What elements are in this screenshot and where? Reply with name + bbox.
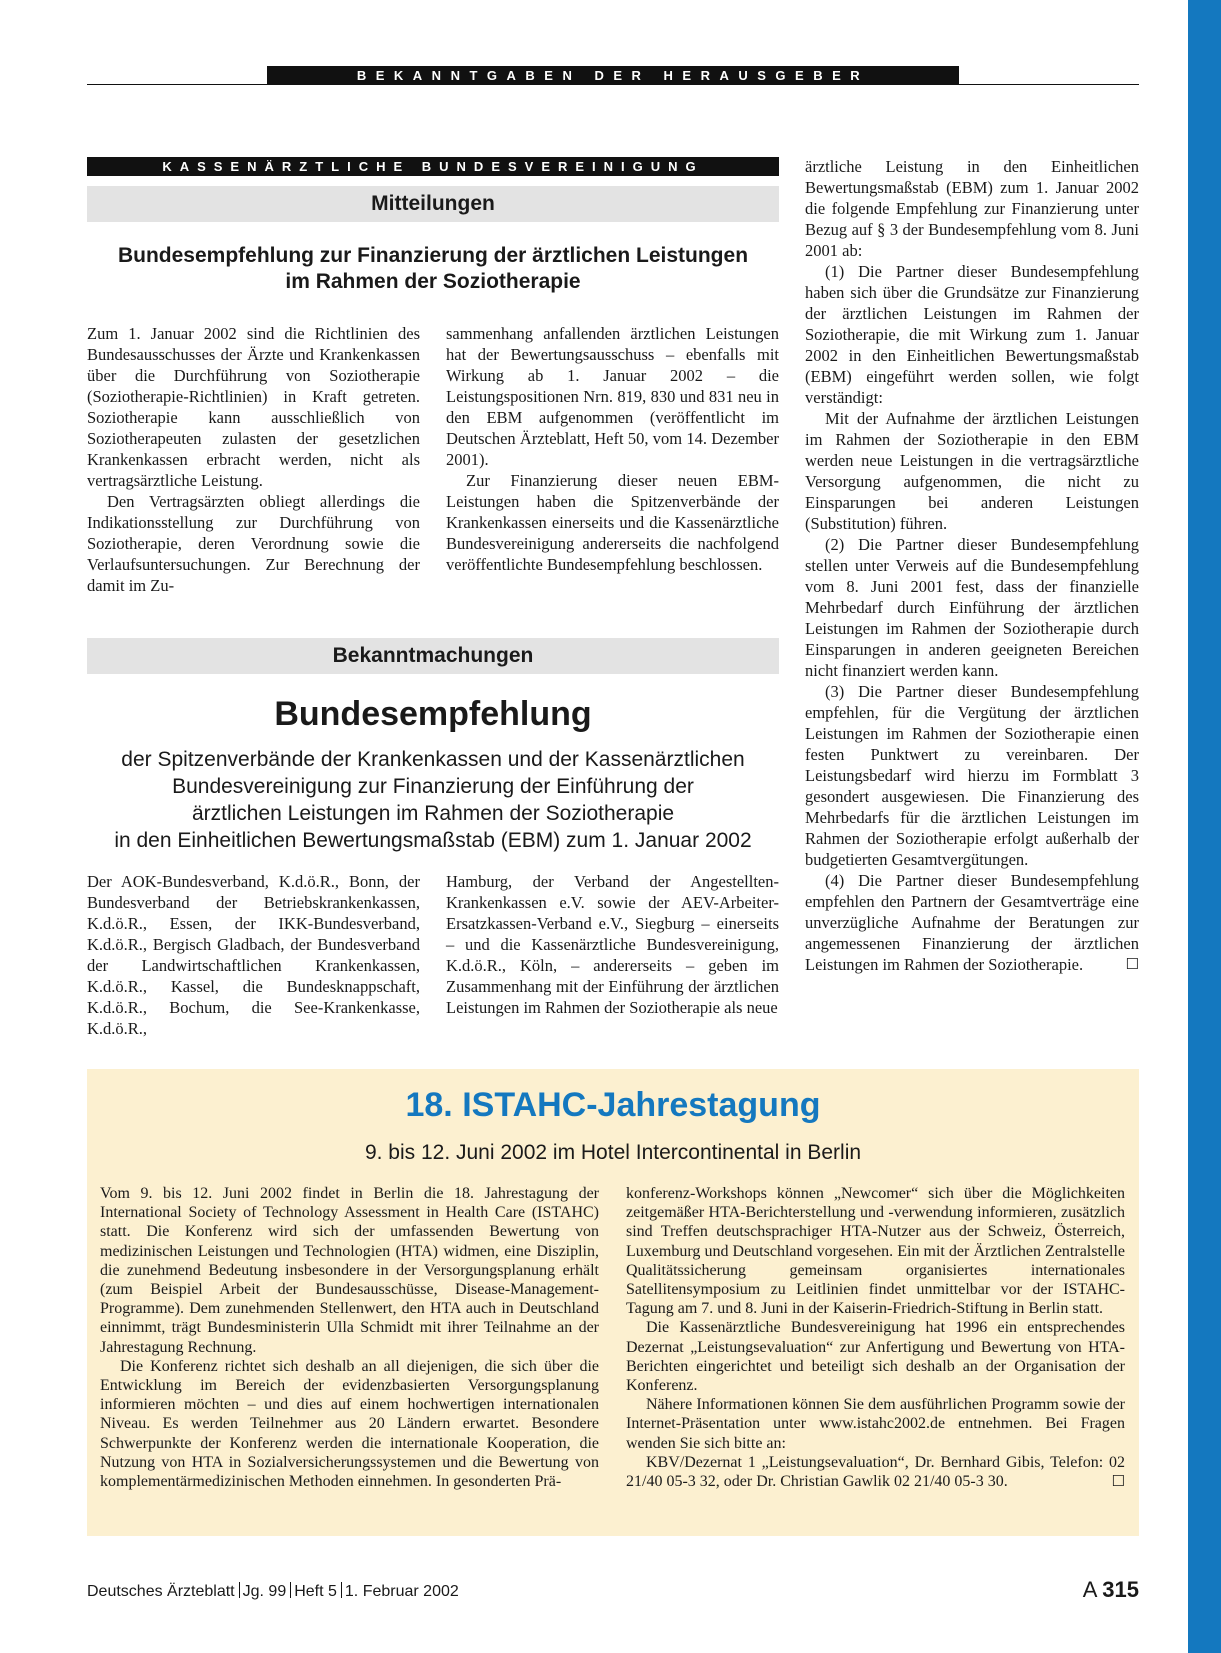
paragraph: konferenz-Workshops können „Newcomer“ sich über die Möglichkeiten zeitgemäßer HTA-Berichterstellung und -verwendung informieren, zusätzlich sind Treffen deutschsprachiger HTA-Nutzer aus der Schweiz, Österreich, Luxemburg und Deutschland vorgesehen. Ein mit der Ärztlichen Zentralstelle Qualitätssicherung gemeinsam organisiertes internationales Satellitensymposium zu Leitlinien findet unmittelbar vor der ISTAHC-Tagung am 7. und 8. Juni in der Kaiserin-Friedrich-Stiftung in Berlin statt. bbox=[626, 1185, 1125, 1318]
paragraph: Mit der Aufnahme der ärztlichen Leistungen im Rahmen der Soziotherapie in den EBM werden neue Leistungen in die vertragsärztliche Versorgung aufgenommen, die nicht zu Einsparungen bei anderen Leistungen (Substitution) führen. bbox=[805, 409, 1139, 533]
end-mark-icon: ☐ bbox=[1125, 955, 1139, 973]
subline: in den Einheitlichen Bewertungsmaßstab (EBM) zum 1. Januar 2002 bbox=[114, 829, 752, 852]
right-column bbox=[805, 156, 1139, 975]
subline: ärztlichen Leistungen im Rahmen der Soziotherapie bbox=[191, 802, 675, 825]
paragraph: sammenhang anfallenden ärztlichen Leistungen hat der Bewertungsausschuss – ebenfalls mit Wirkung ab 1. Januar 2002 – die Leistungspositionen Nrn. 819, 830 und 831 neu in den EBM aufgenommen (veröffentlicht im Deutschen Ärzteblatt, Heft 50, vom 14. Dezember 2001). bbox=[446, 324, 779, 469]
paragraph: Hamburg, der Verband der Angestellten-Krankenkassen e.V. sowie der AEV-Arbeiter-Ersatzkassen-Verband e.V., Siegburg – einerseits – und die Kassenärztliche Bundesvereinigung, K.d.ö.R., Köln, – andererseits – geben im Zusammenhang mit der Einführung der ärztlichen Leistungen im Rahmen der Soziotherapie als neue bbox=[446, 872, 779, 1017]
paragraph: (2) Die Partner dieser Bundesempfehlung stellen unter Verweis auf die Bundesempfehlung vom 8. Juni 2001 fest, dass der finanzielle Mehrbedarf durch Einführung der ärztlichen Leistungen im Rahmen der Soziotherapie durch Einsparungen in anderen geeigneten Bereichen nicht finanziert werden kann. bbox=[805, 535, 1139, 680]
mitteilungen-column-2 bbox=[446, 323, 779, 575]
header-rule bbox=[87, 84, 1139, 85]
bekanntmachungen-headline: Bundesempfehlung bbox=[274, 695, 592, 733]
paragraph: (3) Die Partner dieser Bundesempfehlung empfehlen, für die Vergütung der ärztlichen Leistungen im Rahmen der Soziotherapie einen festen Punktwert zu vereinbaren. Der Leistungsbedarf wird hierzu im Formblatt 3 gesondert ausgewiesen. Die Finanzierung des Mehrbedarfs für die ärztlichen Leistungen im Rahmen der Soziotherapie erfolgt außerhalb der budgetierten Gesamtvergütungen. bbox=[805, 682, 1139, 869]
footer-divider bbox=[290, 1582, 291, 1598]
bekanntmachungen-section-title: Bekanntmachungen bbox=[87, 638, 779, 674]
istahc-column-1 bbox=[100, 1184, 599, 1491]
journal-name: Deutsches Ärzteblatt bbox=[87, 1583, 235, 1600]
paragraph: ärztliche Leistung in den Einheitlichen Bewertungsmaßstab (EBM) zum 1. Januar 2002 die folgende Empfehlung zur Finanzierung unter Bezug auf § 3 der Bundesempfehlung vom 8. Juni 2001 ab: bbox=[805, 157, 1139, 260]
paragraph: Den Vertragsärzten obliegt allerdings die Indikationsstellung zur Durchführung von Soziotherapie, deren Verordnung sowie die Verlaufsuntersuchungen. Zur Berechnung der damit im Zu- bbox=[87, 492, 420, 595]
page-prefix: A bbox=[1082, 1577, 1097, 1602]
paragraph: Die Kassenärztliche Bundesvereinigung hat 1996 ein entsprechendes Dezernat „Leistungsevaluation“ zur Anfertigung und Bewertung von HTA-Berichten eingerichtet und beteiligt sich deshalb an der Organisation der Konferenz. bbox=[626, 1319, 1125, 1395]
bekanntmachungen-column-1 bbox=[87, 871, 420, 1039]
paragraph: Der AOK-Bundesverband, K.d.ö.R., Bonn, der Bundesverband der Betriebskrankenkassen, K.d.ö.R., Essen, der IKK-Bundesverband, K.d.ö.R., Bergisch Gladbach, der Bundesverband der Landwirtschaftlichen Krankenkassen, K.d.ö.R., Kassel, die Bundesknappschaft, K.d.ö.R., Bochum, die See-Krankenkasse, K.d.ö.R., bbox=[87, 872, 420, 1038]
mitteilungen-headline-line2: im Rahmen der Soziotherapie bbox=[285, 270, 581, 293]
subline: Bundesvereinigung zur Finanzierung der Einführung der bbox=[172, 775, 694, 798]
paragraph: Zur Finanzierung dieser neuen EBM-Leistungen haben die Spitzenverbände der Krankenkassen einerseits und die Kassenärztliche Bundesvereinigung andererseits die nachfolgend veröffentlichte Bundesempfehlung beschlossen. bbox=[446, 471, 779, 574]
footer-divider bbox=[239, 1582, 240, 1598]
paragraph: Vom 9. bis 12. Juni 2002 findet in Berlin die 18. Jahrestagung der International Society of Technology Assessment in Health Care (ISTAHC) statt. Die Konferenz wird sich der umfassenden Bewertung von medizinischen Leistungen und Technologien (HTA) widmen, eine Disziplin, die zunehmend Bedeutung insbesondere in der Versorgungsplanung erhält (zum Beispiel Arbeit der Bundesausschüsse, Disease-Management-Programme). Dem zunehmenden Stellenwert, den HTA auch in Deutschland einnimmt, trägt Bundesministerin Ulla Schmidt mit ihrer Teilnahme an der Jahrestagung Rechnung. bbox=[100, 1185, 599, 1356]
paragraph: Zum 1. Januar 2002 sind die Richtlinien des Bundesausschusses der Ärzte und Krankenkassen über die Durchführung von Soziotherapie (Soziotherapie-Richtlinien) in Kraft getreten. Soziotherapie kann ausschließlich von Soziotherapeuten zulasten der gesetzlichen Krankenkassen erbracht werden, nicht als vertragsärztliche Leistung. bbox=[87, 324, 420, 490]
paragraph-text: KBV/Dezernat 1 „Leistungsevaluation“, Dr. Bernhard Gibis, Telefon: 02 21/40 05-3 32, oder Dr. Christian Gawlik 02 21/40 05-3 30. bbox=[626, 1453, 1125, 1491]
mitteilungen-headline bbox=[87, 243, 779, 295]
bekanntmachungen-subline bbox=[87, 746, 779, 854]
issue-date: 1. Februar 2002 bbox=[344, 1583, 459, 1600]
istahc-column-2 bbox=[626, 1184, 1125, 1491]
mitteilungen-section-title: Mitteilungen bbox=[87, 186, 779, 222]
bekanntmachungen-column-2 bbox=[446, 871, 779, 1018]
subline: der Spitzenverbände der Krankenkassen und der Kassenärztlichen bbox=[121, 748, 745, 771]
paragraph-text: (4) Die Partner dieser Bundesempfehlung empfehlen den Partnern der Gesamtverträge eine unverzügliche Aufnahme der Beratungen zur angemessenen Finanzierung der ärztlichen Leistungen im Rahmen der Soziotherapie. bbox=[805, 871, 1139, 974]
paragraph: Die Konferenz richtet sich deshalb an all diejenigen, die sich über die Entwicklung im Bereich der evidenzbasierten Versorgungsplanung informieren möchten – und dies auf einem hochwertigen internationalen Niveau. Es werden Teilnehmer aus 20 Ländern erwartet. Besondere Schwerpunkte der Konferenz werden die internationale Kooperation, die Nutzung von HTA in Sozialversicherungssystemen und die Bewertung von komplementärmedizinischen Methoden einnehmen. In gesonderten Prä- bbox=[100, 1357, 599, 1491]
istahc-title: 18. ISTAHC-Jahrestagung bbox=[405, 1086, 821, 1124]
page-number-value: 315 bbox=[1102, 1577, 1139, 1602]
journal-issue: Heft 5 bbox=[294, 1583, 337, 1600]
istahc-subtitle: 9. bis 12. Juni 2002 im Hotel Intercontinental in Berlin bbox=[364, 1141, 862, 1164]
footer bbox=[87, 1582, 459, 1601]
page-edge-color-bar bbox=[1188, 0, 1221, 1653]
mitteilungen-headline-line1: Bundesempfehlung zur Finanzierung der ärztlichen Leistungen bbox=[117, 244, 749, 267]
mitteilungen-column-1 bbox=[87, 323, 420, 596]
paragraph bbox=[805, 870, 1139, 975]
journal-volume: Jg. 99 bbox=[242, 1583, 287, 1600]
footer-divider bbox=[341, 1582, 342, 1598]
section-banner: KASSENÄRZTLICHE BUNDESVEREINIGUNG bbox=[87, 157, 779, 176]
end-mark-icon: ☐ bbox=[1111, 1472, 1125, 1491]
page-number bbox=[1050, 1577, 1139, 1603]
paragraph: (1) Die Partner dieser Bundesempfehlung haben sich über die Grundsätze zur Finanzierung der ärztlichen Leistungen im Rahmen der Soziotherapie, die mit Wirkung zum 1. Januar 2002 in den Einheitlichen Bewertungsmaßstab (EBM) eingeführt werden sollen, wie folgt verständigt: bbox=[805, 262, 1139, 407]
paragraph: Nähere Informationen können Sie dem ausführlichen Programm sowie der Internet-Präsentation unter www.istahc2002.de entnehmen. Bei Fragen wenden Sie sich bitte an: bbox=[626, 1396, 1125, 1452]
top-banner: BEKANNTGABEN DER HERAUSGEBER bbox=[267, 66, 959, 85]
paragraph bbox=[626, 1453, 1125, 1491]
